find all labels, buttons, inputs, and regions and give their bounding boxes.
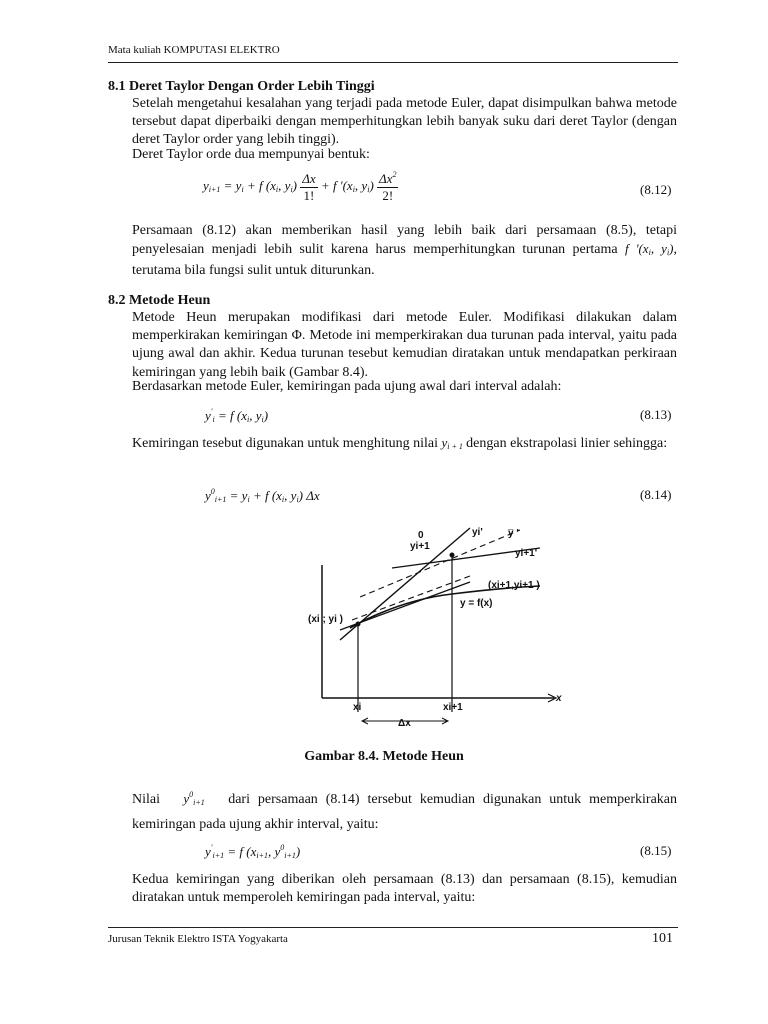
equation-number-8-13: (8.13) (640, 407, 672, 422)
paragraph-8-2-extrap-b: dengan ekstrapolasi linier sehingga: (466, 436, 668, 451)
label-xi: xi (353, 702, 362, 713)
equation-8-15: $y'_{i+1} = f$ ($x_{i+1}$, $y^0_{i+1}$) (205, 843, 301, 860)
equation-number-8-12: (8.12) (640, 182, 672, 197)
paragraph-8-2-slope: Berdasarkan metode Euler, kemiringan pada ujung awal dari interval adalah: (132, 379, 562, 394)
label-y0-predicted: yi+1 (410, 541, 430, 552)
paragraph-8-12-note-a: Persamaan (8.12) akan memberikan hasil yang lebih baik dari persamaan (8.5), tetapi penyelesaian menjadi lebih sulit karena harus memperhitungkan turunan pertama (132, 223, 677, 258)
equation-8-14: $y^0_{i+1} = y_i + f$ ($x_i$, $y_i$) Δx (205, 487, 320, 504)
page-number: 101 (652, 931, 673, 946)
label-point-next: (xi+1,yi+1 ) (488, 580, 540, 591)
figure-caption: Gambar 8.4. Metode Heun (304, 749, 464, 764)
label-dx: Δx (398, 718, 411, 729)
label-point-start: (xi ; yi ) (308, 614, 344, 625)
equation-8-13: $y'_i = f$ ($x_i$, $y_i$) (205, 407, 269, 424)
label-xi1: xi+1 (443, 702, 463, 713)
section-heading-8-2: 8.2 Metode Heun (108, 293, 211, 308)
equation-number-8-15: (8.15) (640, 843, 672, 858)
label-yi-prime: yi' (472, 527, 483, 538)
label-curve: y = f(x) (460, 598, 493, 609)
paragraph-8-1-intro: Setelah mengetahui kesalahan yang terjadi pada metode Euler, dapat disimpulkan bahwa metode tersebut dapat diperbaiki dengan memperhitungkan lebih banyak suku dari deret Taylor (dengan deret Taylor order yang lebih tinggi). (132, 96, 677, 148)
label-x-axis: x (556, 693, 562, 704)
point-start (356, 622, 361, 627)
point-predicted (450, 553, 455, 558)
inline-derivative: f '($x_i$, $y_i$) (624, 241, 674, 258)
equation-number-8-14: (8.14) (640, 487, 672, 502)
equation-8-12: $y_{i+1} = y_i + f$ ($x_i$, $y_i$) $\frac{\Delta x}{1!}$ + f '($x_i$, $y_i$) $\frac{\Delta x^2}{2!}$ (203, 170, 397, 203)
paragraph-8-1-form: Deret Taylor orde dua mempunyai bentuk: (132, 147, 370, 162)
paragraph-average: Kedua kemiringan yang diberikan oleh persamaan (8.13) dan persamaan (8.15), kemudian diratakan untuk memperoleh kemiringan pada interval, yaitu: (132, 872, 677, 906)
footer-institution: Jurusan Teknik Elektro ISTA Yogyakarta (108, 933, 288, 945)
paragraph-8-12-note-b: , terutama bila fungsi sulit untuk diturunkan. (132, 242, 678, 279)
inline-y0-i1: $y^0_{i+1}$ (167, 790, 205, 807)
label-ybar-prime: y̅ ' (508, 528, 519, 539)
label-yi1-prime: yi+1' (515, 548, 538, 559)
paragraph-nilai-a: Nilai (132, 792, 160, 807)
inline-yi1: $y_{i + 1}$ (441, 435, 463, 451)
page-header: Mata kuliah KOMPUTASI ELEKTRO (108, 44, 280, 56)
paragraph-nilai-b: dari persamaan (8.14) tersebut kemudian digunakan untuk memperkirakan kemiringan pada ujung akhir interval, yaitu: (132, 792, 677, 832)
label-y0-superscript: 0 (418, 530, 424, 541)
paragraph-8-2-intro: Metode Heun merupakan modifikasi dari metode Euler. Modifikasi dilakukan dalam memperkirakan kemiringan Φ. Metode ini memperkirakan dua turunan pada interval, yaitu pada ujung awal dan akhir. Kedua turunan tesebut kemudian diratakan untuk mendapatkan perkiraan kemiringan yang lebih baik (Gambar 8.4). (132, 310, 677, 380)
paragraph-nilai (132, 784, 677, 836)
section-heading-8-1: 8.1 Deret Taylor Dengan Order Lebih Tinggi (108, 79, 375, 94)
paragraph-8-2-extrap-a: Kemiringan tesebut digunakan untuk menghitung nilai (132, 436, 438, 451)
footer-rule (108, 927, 678, 928)
